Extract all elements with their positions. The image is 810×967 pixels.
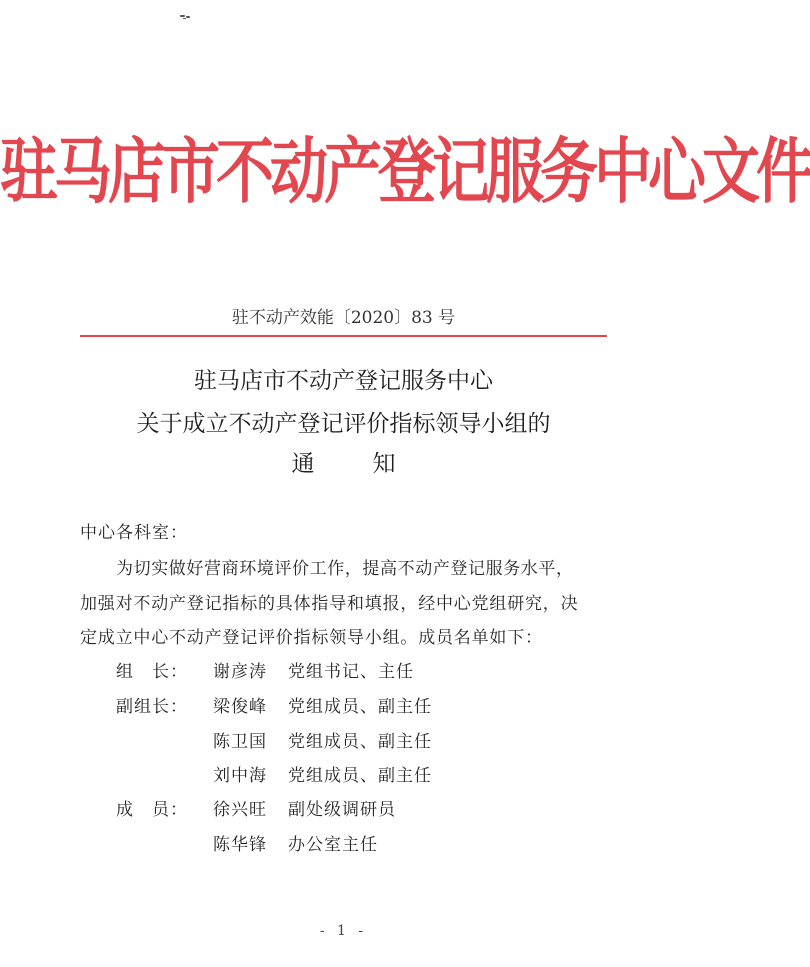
red-divider-line	[80, 335, 607, 337]
notice-title-line-1: 驻马店市不动产登记服务中心	[194, 368, 493, 394]
member-row	[0, 731, 687, 753]
member-name: 陈华锋	[213, 835, 267, 855]
member-row	[0, 696, 687, 718]
member-duty: 办公室主任	[288, 835, 378, 855]
member-name: 梁俊峰	[213, 697, 267, 717]
document-masthead: 驻马店市不动产登记服务中心文件	[0, 129, 810, 213]
salutation: 中心各科室：	[80, 523, 188, 543]
member-name: 徐兴旺	[213, 800, 267, 820]
member-duty: 党组成员、副主任	[288, 766, 432, 786]
notice-title-word-2: 知	[372, 451, 396, 477]
document-number: 驻不动产效能〔2020〕83 号	[231, 308, 456, 328]
notice-title-line-2: 关于成立不动产登记评价指标领导小组的	[136, 411, 551, 437]
member-row	[0, 661, 687, 683]
member-name: 谢彦涛	[213, 662, 267, 682]
notice-title-word-1: 通	[291, 451, 315, 477]
body-paragraph-line-1: 为切实做好营商环境评价工作，提高不动产登记服务水平，	[116, 559, 574, 579]
body-paragraph-line-2: 加强对不动产登记指标的具体指导和填报，经中心党组研究，决	[80, 594, 579, 614]
scan-speck	[180, 15, 192, 19]
member-name: 刘中海	[213, 766, 267, 786]
notice-title-line-3	[0, 450, 687, 478]
member-duty: 党组书记、主任	[288, 662, 414, 682]
member-duty: 党组成员、副主任	[288, 732, 432, 752]
page-number: - 1 -	[319, 923, 368, 939]
member-role: 成 员：	[116, 800, 188, 820]
member-row	[0, 834, 687, 856]
body-paragraph-line-3: 定成立中心不动产登记评价指标领导小组。成员名单如下：	[80, 628, 543, 648]
member-role: 副组长：	[116, 697, 188, 717]
member-role: 组 长：	[116, 662, 188, 682]
member-row	[0, 765, 687, 787]
member-row	[0, 799, 687, 821]
member-duty: 党组成员、副主任	[288, 697, 432, 717]
member-duty: 副处级调研员	[288, 800, 396, 820]
member-name: 陈卫国	[213, 732, 267, 752]
